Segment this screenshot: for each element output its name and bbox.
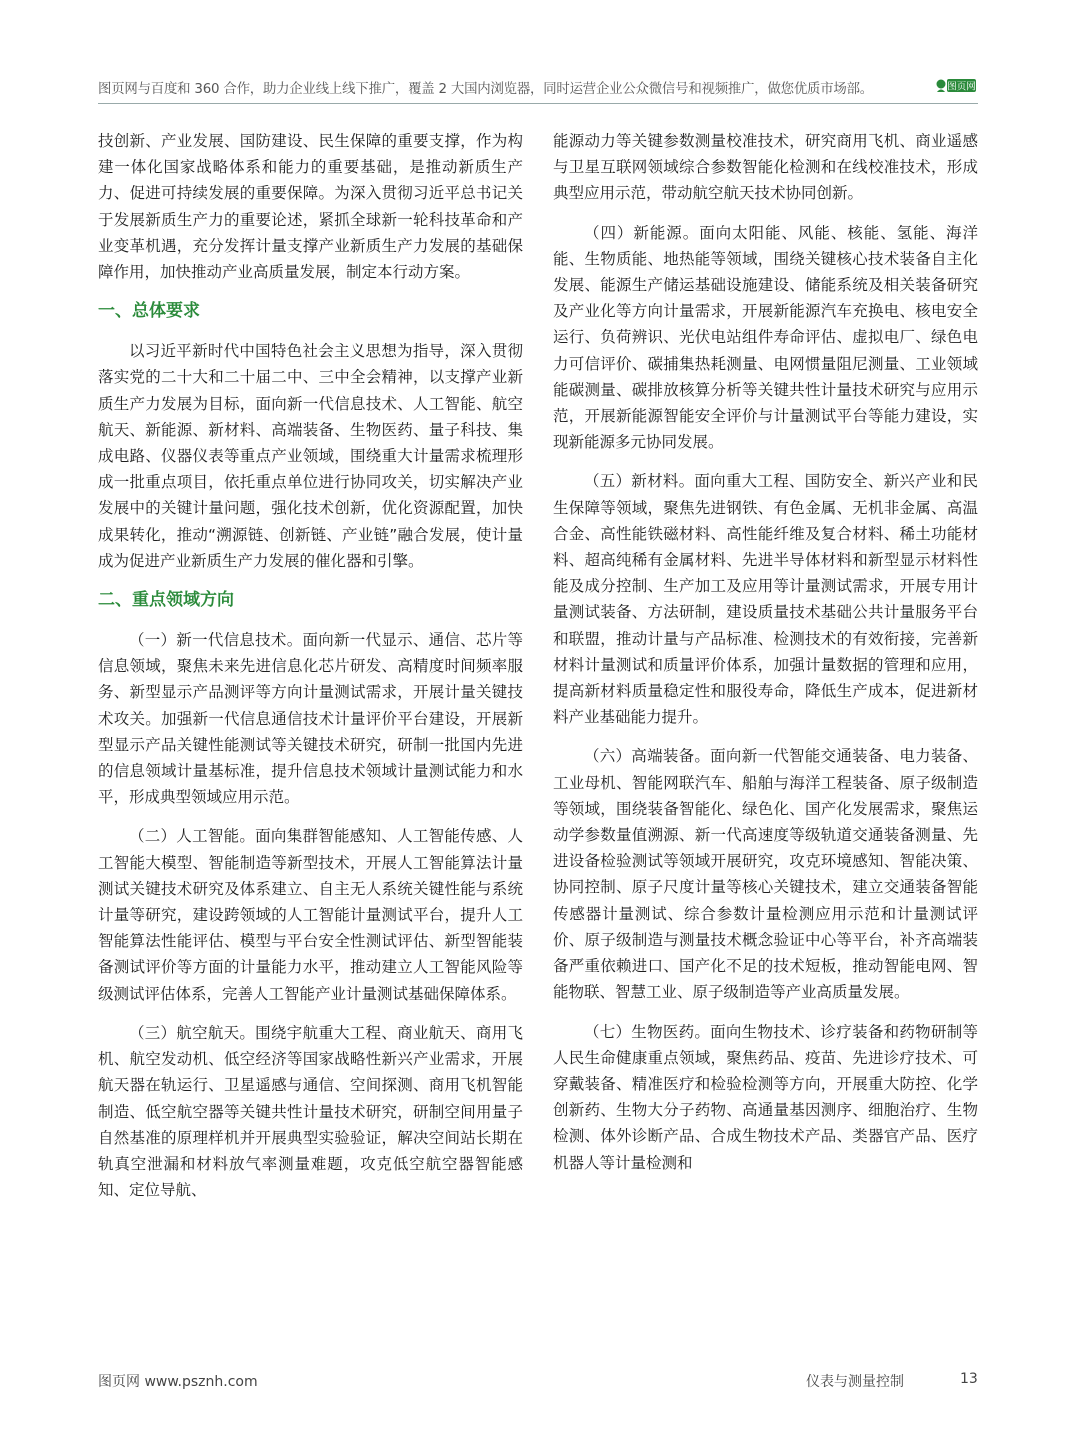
paragraph-aerospace-continued: 能源动力等关键参数测量校准技术，研究商用飞机、商业遥感与卫星互联网领域综合参数智能化检测和在线校准技术，形成典型应用示范，带动航空航天技术协同创新。 — [553, 132, 978, 203]
paragraph-artificial-intelligence: （二）人工智能。面向集群智能感知、人工智能传感、人工智能大模型、智能制造等新型技术，开展人工智能算法计量测试关键技术研究及体系建立、自主无人系统关键性能与系统计量等研究，建设跨领域的人工智能计量测试平台，提升人工智能算法性能评估、模型与平台安全性测试评估、新型智能装备测试评价等方面的计量能力水平，推动建立人工智能风险等级测试评估体系，完善人工智能产业计量测试基础保障体系。 — [98, 827, 523, 1003]
section-heading-general-requirements: 一、总体要求 — [98, 301, 200, 322]
footer-site: 图页网 www.psznh.com — [98, 1374, 258, 1390]
footer-journal-name: 仪表与测量控制 — [806, 1374, 904, 1390]
page-number: 13 — [960, 1371, 978, 1387]
paragraph-high-end-equipment: （六）高端装备。面向新一代智能交通装备、电力装备、工业母机、智能网联汽车、船舶与海洋工程装备、原子级制造等领域，围绕装备智能化、绿色化、国产化发展需求，聚焦运动学参数量值溯源、新一代高速度等级轨道交通装备测量、先进设备检验测试等领域开展研究，攻克环境感知、智能决策、协同控制、原子尺度计量等核心关键技术，建立交通装备智能传感器计量测试、综合参数计量检测应用示范和计量测试评价、原子级制造与测量技术概念验证中心等平台，补齐高端装备严重依赖进口、国产化不足的技术短板，推动智能电网、智能物联、智慧工业、原子级制造等产业高质量发展。 — [553, 747, 978, 1002]
paragraph-aerospace: （三）航空航天。围绕宇航重大工程、商业航天、商用飞机、航空发动机、低空经济等国家战略性新兴产业需求，开展航天器在轨运行、卫星遥感与通信、空间探测、商用飞机智能制造、低空航空器等关键共性计量技术研究，研制空间用量子自然基准的原理样机并开展典型实验验证，解决空间站长期在轨真空泄漏和材料放气率测量难题，攻克低空航空器智能感知、定位导航、 — [98, 1023, 523, 1200]
paragraph-biomedicine: （七）生物医药。面向生物技术、诊疗装备和药物研制等人民生命健康重点领域，聚焦药品、疫苗、先进诊疗技术、可穿戴装备、精准医疗和检验检测等方向，开展重大防控、化学创新药、生物大分子药物、高通量基因测序、细胞治疗、生物检测、体外诊断产品、合成生物技术产品、类器官产品、医疗机器人等计量检测和 — [553, 1022, 978, 1172]
svg-text:图页网: 图页网 — [947, 81, 976, 93]
paragraph-new-materials: （五）新材料。面向重大工程、国防安全、新兴产业和民生保障等领域，聚焦先进钢铁、有色金属、无机非金属、高温合金、高性能铁磁材料、高性能纤维及复合材料、稀土功能材料、超高纯稀有金属材料、先进半导体材料和新型显示材料性能及成分控制、生产加工及应用等计量测试需求，开展专用计量测试装备、方法研制，建设质量技术基础公共计量服务平台和联盟，推动计量与产品标准、检测技术的有效衔接，完善新材料计量测试和质量评价体系，加强计量数据的管理和应用，提高新材料质量稳定性和服役寿命，降低生产成本，促进新材料产业基础能力提升。 — [553, 472, 978, 727]
site-logo-icon — [935, 77, 977, 95]
paragraph-general-requirements: 以习近平新时代中国特色社会主义思想为指导，深入贯彻落实党的二十大和二十届二中、三中全会精神，以支撑产业新质生产力发展为目标，面向新一代信息技术、人工智能、航空航天、新能源、新材料、高端装备、生物医药、量子科技、集成电路、仪器仪表等重点产业领域，围绕重大计量需求梳理形成一批重点项目，依托重点单位进行协同攻关，切实解决产业发展中的关键计量问题，强化技术创新，优化资源配置，加快成果转化，推动“溯源链、创新链、产业链”融合发展，使计量成为促进产业新质生产力发展的催化器和引擎。 — [98, 342, 523, 570]
page-footer — [98, 1371, 978, 1397]
page-header — [0, 66, 1075, 106]
intro-paragraph: 技创新、产业发展、国防建设、民生保障的重要支撑，作为构建一体化国家战略体系和能力的重要基础，是推动新质生产力、促进可持续发展的重要保障。为深入贯彻习近平总书记关于发展新质生产力的重要论述，紧抓全球新一轮科技革命和产业变革机遇，充分发挥计量支撑产业新质生产力发展的基础保障作用，加快推动产业高质量发展，制定本行动方案。 — [98, 132, 523, 282]
paragraph-new-energy: （四）新能源。面向太阳能、风能、核能、氢能、海洋能、生物质能、地热能等领域，围绕关键核心技术装备自主化发展、能源生产储运基础设施建设、储能系统及相关装备研究及产业化等方向计量需求，开展新能源汽车充换电、核电安全运行、负荷辨识、光伏电站组件寿命评估、虚拟电厂、绿色电力可信评价、碳捕集热耗测量、电网惯量阻尼测量、工业领域能碳测量、碳排放核算分析等关键共性计量技术研究与应用示范，开展新能源智能安全评价与计量测试平台等能力建设，实现新能源多元协同发展。 — [553, 223, 978, 452]
header-divider — [98, 103, 978, 104]
right-column — [553, 128, 978, 1189]
header-promo-text: 图页网与百度和 360 合作，助力企业线上线下推广，覆盖 2 大国内浏览器，同时运营企业公众微信号和视频推广，做您优质市场部。 — [98, 82, 873, 97]
paragraph-information-technology: （一）新一代信息技术。面向新一代显示、通信、芯片等信息领域，聚焦未来先进信息化芯片研发、高精度时间频率服务、新型显示产品测评等方向计量测试需求，开展计量关键技术攻关。加强新一代信息通信技术计量评价平台建设，开展新型显示产品关键性能测试等关键技术研究，研制一批国内先进的信息领域计量基标准，提升信息技术领域计量测试能力和水平，形成典型领域应用示范。 — [98, 631, 523, 807]
site-logo — [935, 77, 977, 95]
left-column — [98, 128, 523, 1216]
section-heading-key-areas: 二、重点领域方向 — [98, 590, 234, 611]
